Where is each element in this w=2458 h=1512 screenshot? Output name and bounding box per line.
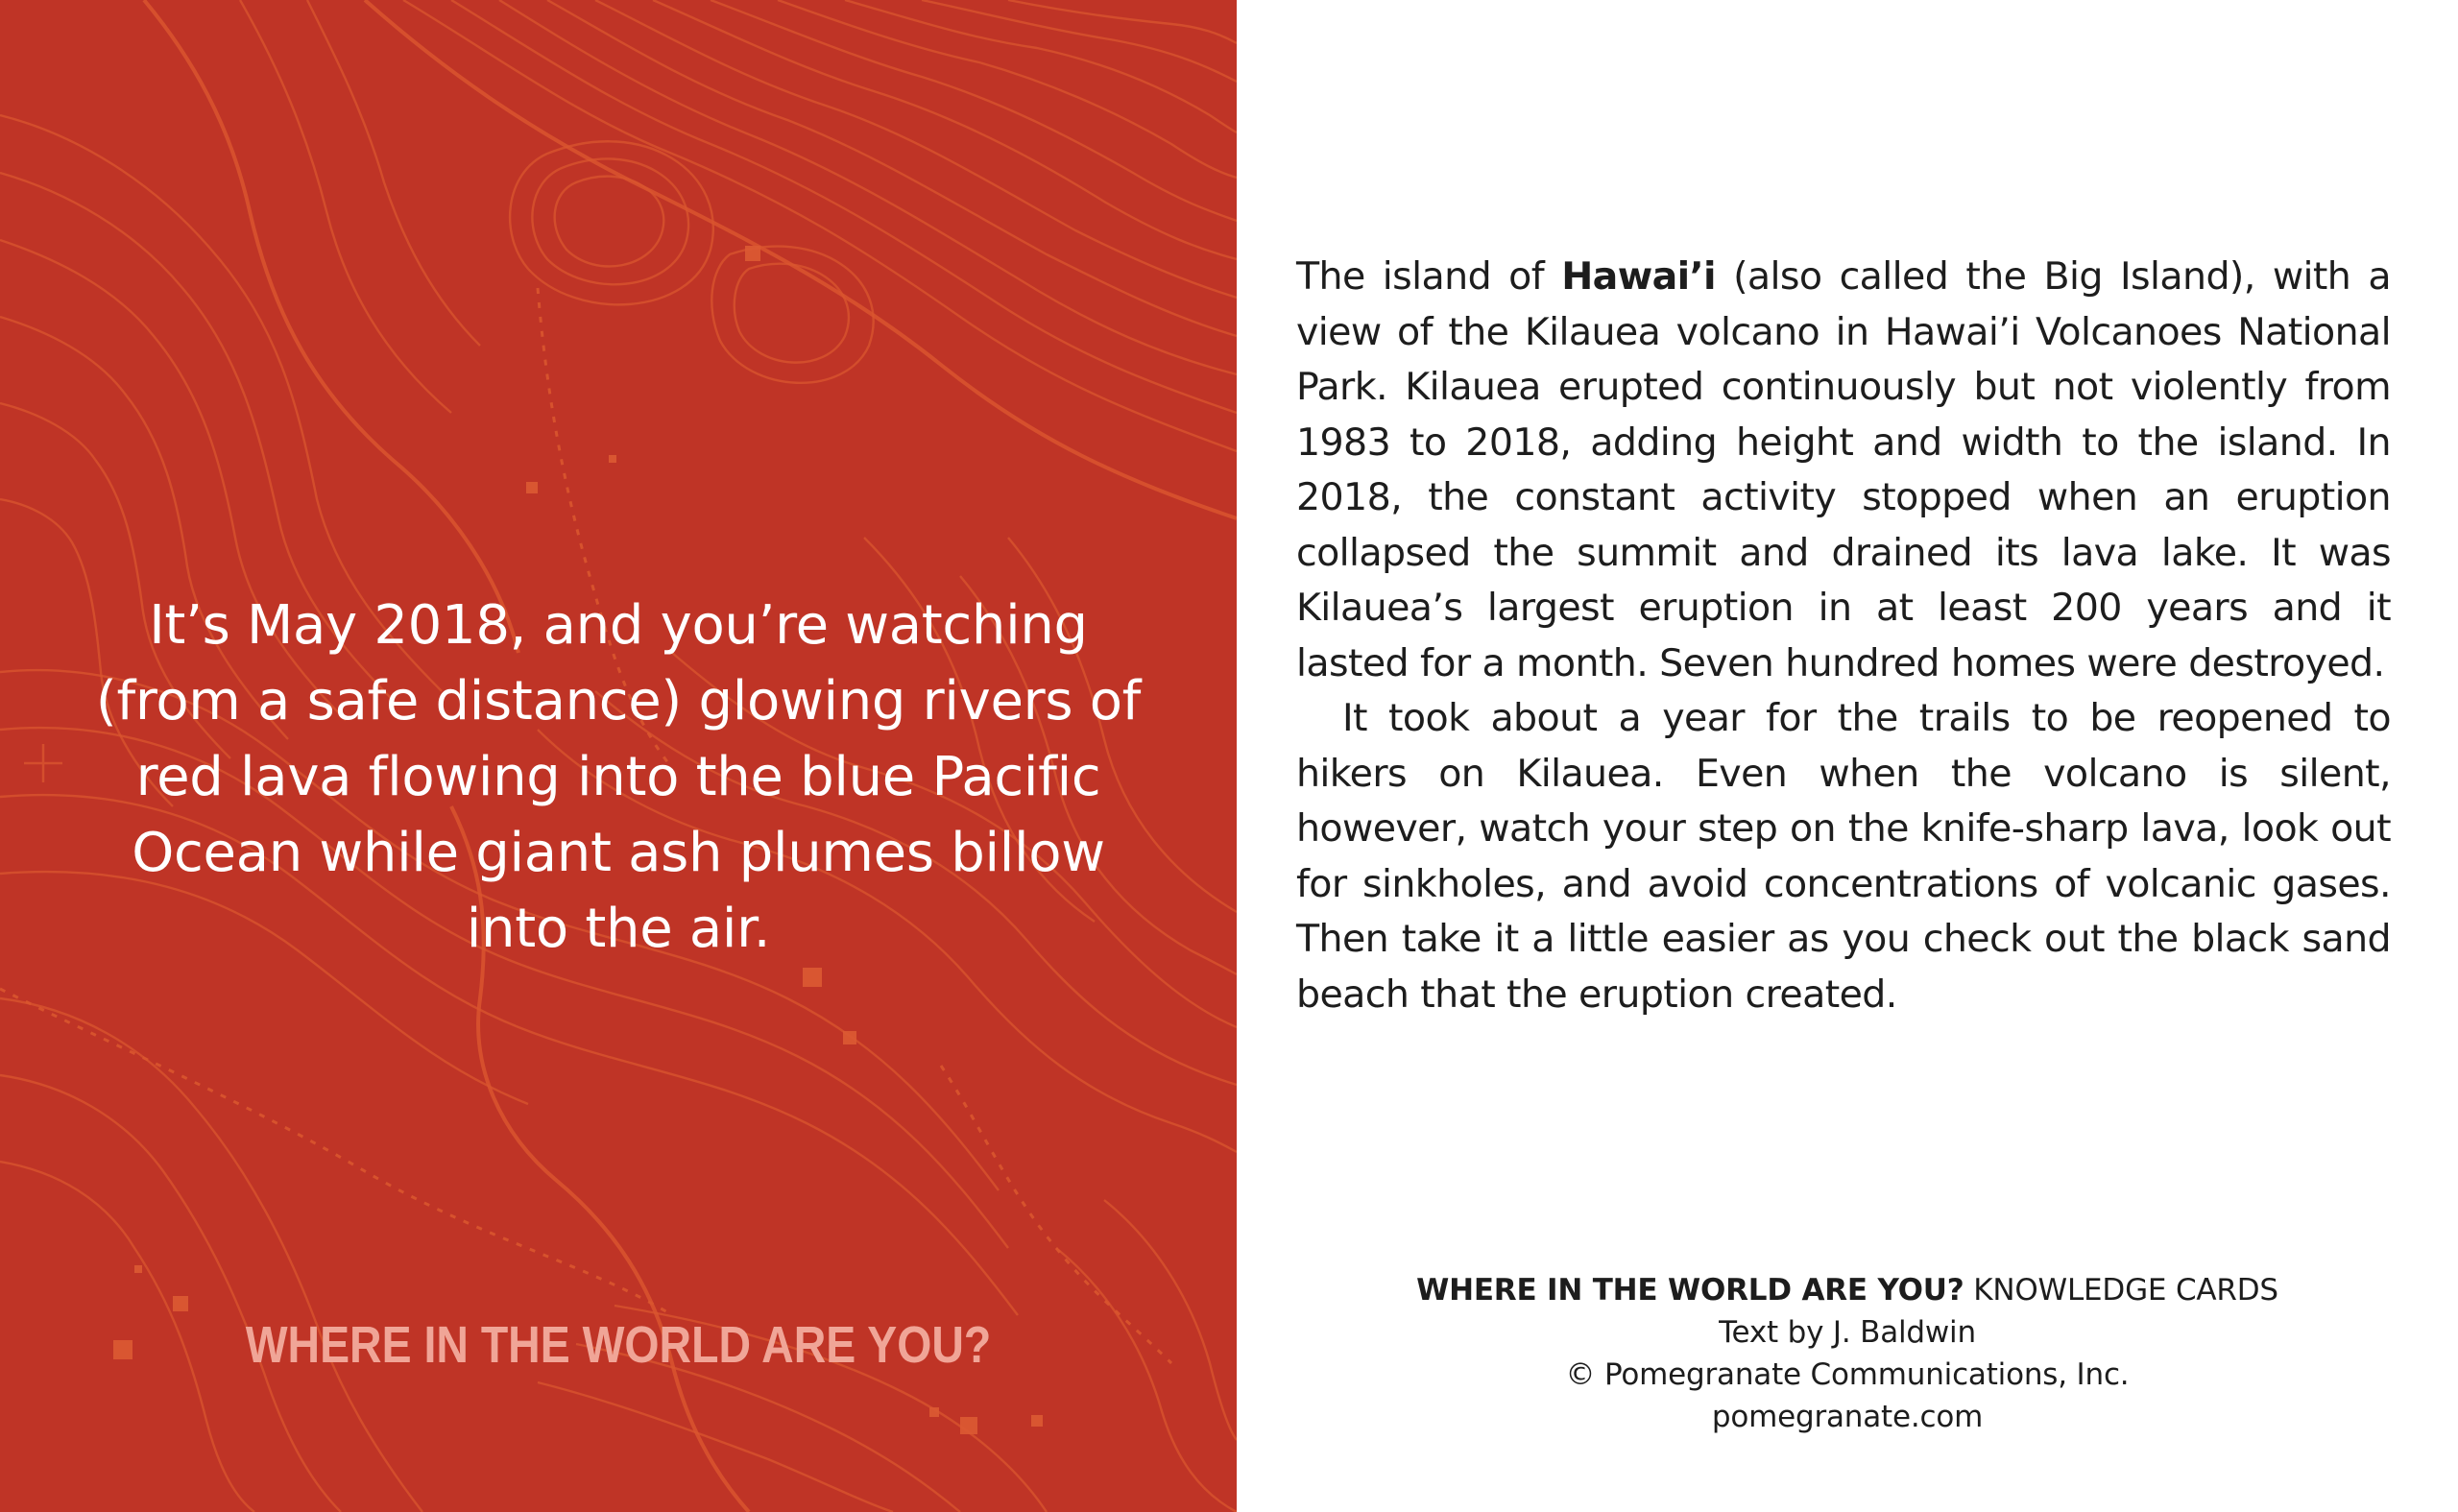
card-credits (1237, 1269, 2458, 1438)
card-back (1237, 0, 2458, 1512)
series-title: WHERE IN THE WORLD ARE YOU? (1416, 1273, 1964, 1308)
card-question: It’s May 2018, and you’re watching (from a safe distance) glowing rivers of red lava flowing into the blue Pacific Ocean while giant ash plumes billow into the air. (95, 594, 1142, 960)
answer-text-body: (also called the Big Island), with a view of the Kilauea volcano in Hawai’i Volcanoes National Park. Kilauea erupted continuously but not violently from 1983 to 2018, adding height and width to the island. In 2018, the constant activity stopped when an eruption collapsed the summit and drained its lava lake. It was Kilauea’s largest eruption in at least 200 years and it lasted for a month. Seven hundred homes were destroyed. (1296, 254, 2391, 685)
series-line (1237, 1269, 2458, 1311)
answer-paragraph (1296, 250, 2391, 691)
copyright-line: © Pomegranate Communications, Inc. (1565, 1357, 2130, 1392)
series-subtitle: KNOWLEDGE CARDS (1964, 1273, 2278, 1308)
answer-text (1296, 250, 2391, 1022)
answer-text-intro: The island of (1296, 254, 1562, 299)
card-brand-title: WHERE IN THE WORLD ARE YOU? (245, 1316, 992, 1374)
author-line: Text by J. Baldwin (1719, 1315, 1976, 1350)
answer-location: Hawai’i (1561, 254, 1716, 299)
answer-paragraph-2: It took about a year for the trails to be reopened to hikers on Kilauea. Even when the volcano is silent, however, watch your step on the knife-sharp lava, look out for sinkholes, and avoid concentrations of volcanic gases. Then take it a little easier as you check out the black sand beach that the eruption created. (1296, 696, 2391, 1017)
website-link[interactable]: pomegranate.com (1711, 1400, 1984, 1434)
